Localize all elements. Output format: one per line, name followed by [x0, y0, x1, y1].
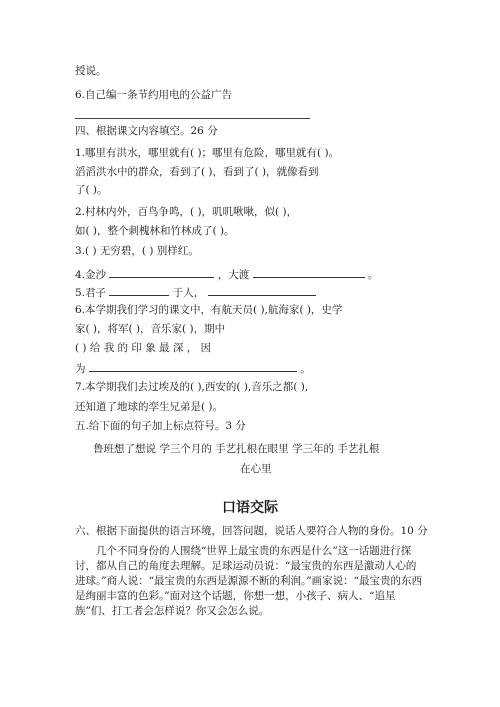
line-l05: 滔滔洪水中的群众，看到了( )，看到了( )，就像看到	[75, 166, 319, 178]
line-l12: 6.本学期我们学习的课文中，有航天员( ),航海家( )，史学	[75, 304, 343, 316]
line-l14: ( ) 给 我 的 印 象 最 深 ， 因	[75, 342, 212, 354]
fill-blank	[253, 266, 365, 278]
line-l15-b: 。	[300, 363, 311, 375]
line-l10-c: 。	[367, 269, 379, 281]
line-l09: 3.( ) 无穷碧，( ) 别样红。	[75, 245, 199, 257]
line-l18: 五.给下面的句子加上标点符号。3 分	[75, 420, 246, 432]
line-l13: 家( )，将军( )，音乐家( )，期中	[75, 323, 226, 335]
fill-blank	[208, 284, 316, 296]
line-l11	[75, 284, 316, 300]
line-l07: 2.村林内外，百鸟争鸣，( )，叽叽啾啾，似( )，	[75, 206, 298, 218]
line-l19: 鲁班想了想说 学三个月的 手艺扎根在眼里 学三年的 手艺扎根	[93, 443, 380, 455]
answer-line	[75, 118, 310, 119]
section-title: 口语交际	[222, 500, 278, 516]
line-l15-a: 为	[75, 363, 86, 375]
fill-blank	[89, 360, 297, 372]
fill-blank	[109, 284, 169, 296]
line-l11-a: 5.君子	[75, 287, 107, 299]
line-l15	[75, 360, 311, 376]
line-l06: 了( )。	[75, 184, 108, 196]
line-l01: 授说。	[75, 65, 107, 77]
line-l08: 如( )，整个刺槐林和竹林成了( )。	[75, 225, 235, 237]
line-l10-a: 4.金沙	[75, 269, 107, 281]
line-l11-b: 于人，	[172, 287, 205, 299]
line-l04: 1.哪里有洪水，哪里就有( )；哪里有危险，哪里就有( )。	[75, 147, 340, 159]
line-l10-b: ，大渡	[217, 269, 250, 281]
q6-paragraph: 几个不同身份的人围绕“世界上最宝贵的东西是什么”这一话题进行探讨，都从自己的角度去理解。足球运动员说：“最宝贵的东西是激动人心的进球。”商人说：“最宝贵的东西是源源不断的利润。”画家说：“最宝贵的东西是绚丽丰富的色彩。”面对这个话题，你想一想，小孩子、病人、“追星族”们、打工者会怎样说？你又会怎么说。	[75, 545, 422, 617]
q6-header: 六、根据下面提供的语言环境，回答问题，说话人要符合人物的身份。10 分	[75, 525, 428, 537]
fill-blank	[109, 266, 214, 278]
line-l10	[75, 266, 378, 282]
line-l17: 还知道了地球的孪生兄弟是( )。	[75, 401, 224, 413]
line-l20: 在心里	[240, 463, 272, 475]
line-l16: 7.本学期我们去过埃及的( ),西安的( ),音乐之都( ),	[75, 381, 309, 393]
line-l03: 四、根据课文内容填空。26 分	[75, 125, 218, 137]
line-l02: 6.自己编一条节约用电的公益广告	[75, 89, 233, 101]
